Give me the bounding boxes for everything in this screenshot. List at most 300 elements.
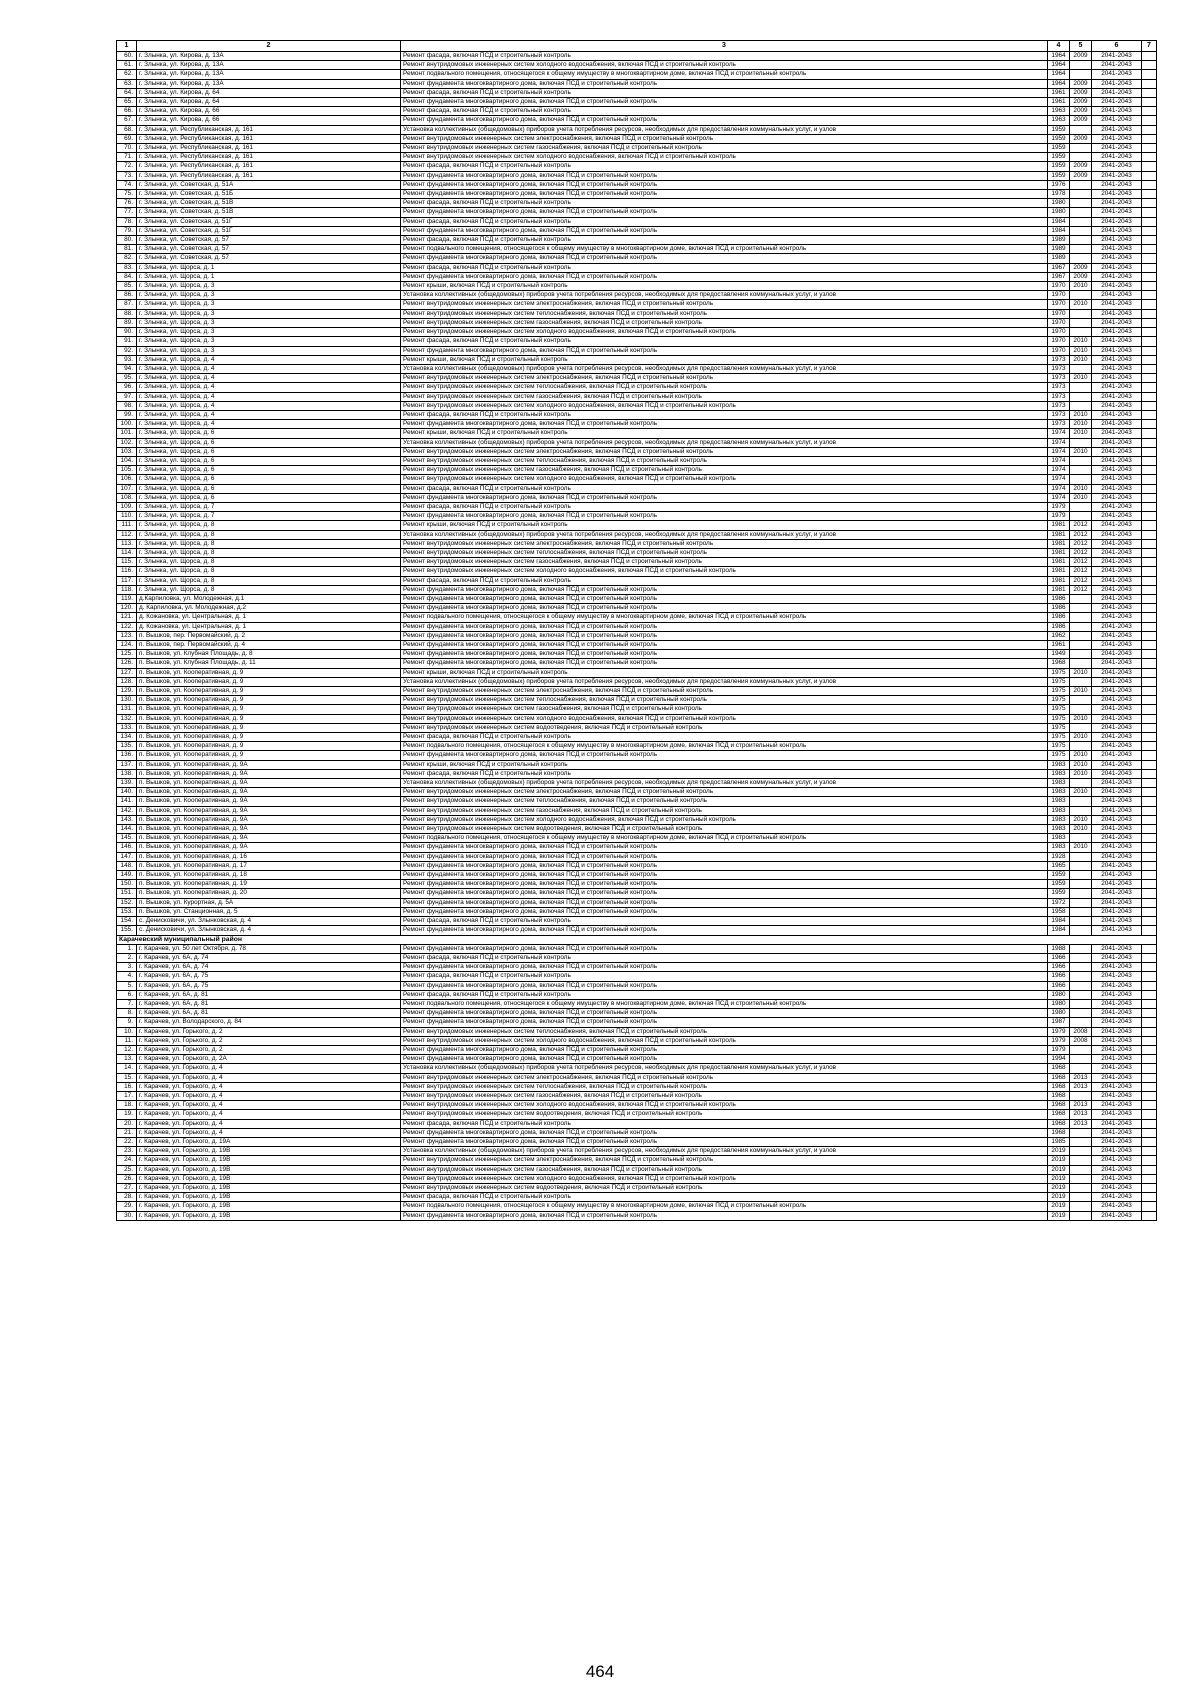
last-repair-year-cell	[1070, 889, 1092, 898]
planned-period-cell: 2041-2043	[1092, 880, 1142, 889]
table-row	[117, 567, 1157, 576]
work-type-cell: Ремонт внутридомовых инженерных систем теплоснабжения, включая ПСД и строительный контроль	[401, 797, 1048, 806]
work-type-cell: Ремонт фундамента многоквартирного дома, включая ПСД и строительный контроль	[401, 346, 1048, 355]
build-year-cell: 1985	[1048, 1137, 1070, 1146]
build-year-cell: 1981	[1048, 539, 1070, 548]
address-cell: г. Злынка, ул. Щорса, д. 4	[137, 364, 401, 373]
last-repair-year-cell	[1070, 125, 1092, 134]
last-repair-year-cell	[1070, 926, 1092, 935]
address-cell: г. Карачев, ул. 6А, д. 81	[137, 999, 401, 1008]
build-year-cell: 1983	[1048, 806, 1070, 815]
extra-cell	[1142, 926, 1157, 935]
planned-period-cell: 2041-2043	[1092, 917, 1142, 926]
row-number-cell: 140.	[117, 788, 137, 797]
last-repair-year-cell: 2010	[1070, 282, 1092, 291]
last-repair-year-cell	[1070, 742, 1092, 751]
table-row	[117, 98, 1157, 107]
planned-period-cell: 2041-2043	[1092, 567, 1142, 576]
build-year-cell: 1970	[1048, 318, 1070, 327]
build-year-cell: 1959	[1048, 889, 1070, 898]
row-number-cell: 16.	[117, 1082, 137, 1091]
build-year-cell: 1965	[1048, 861, 1070, 870]
row-number-cell: 26.	[117, 1174, 137, 1183]
extra-cell	[1142, 1128, 1157, 1137]
build-year-cell: 1983	[1048, 760, 1070, 769]
planned-period-cell: 2041-2043	[1092, 1009, 1142, 1018]
work-type-cell: Ремонт подвального помещения, относящегося к общему имуществу в многоквартирном доме, включая ПСД и строительный контроль	[401, 834, 1048, 843]
work-type-cell: Ремонт внутридомовых инженерных систем холодного водоснабжения, включая ПСД и строительный контроль	[401, 815, 1048, 824]
row-number-cell: 130.	[117, 696, 137, 705]
row-number-cell: 116.	[117, 567, 137, 576]
table-row	[117, 447, 1157, 456]
extra-cell	[1142, 1211, 1157, 1220]
row-number-cell: 90.	[117, 328, 137, 337]
build-year-cell: 1980	[1048, 1009, 1070, 1018]
last-repair-year-cell: 2009	[1070, 162, 1092, 171]
row-number-cell: 63.	[117, 79, 137, 88]
build-year-cell: 1974	[1048, 447, 1070, 456]
table-header	[117, 41, 1157, 52]
build-year-cell: 1975	[1048, 733, 1070, 742]
address-cell: п. Вышков, ул. Кооперативная, д. 9А	[137, 825, 401, 834]
build-year-cell: 1975	[1048, 705, 1070, 714]
work-type-cell: Ремонт внутридомовых инженерных систем теплоснабжения, включая ПСД и строительный контроль	[401, 309, 1048, 318]
work-type-cell: Ремонт внутридомовых инженерных систем газоснабжения, включая ПСД и строительный контроль	[401, 705, 1048, 714]
table-row	[117, 521, 1157, 530]
row-number-cell: 126.	[117, 659, 137, 668]
last-repair-year-cell	[1070, 180, 1092, 189]
planned-period-cell: 2041-2043	[1092, 797, 1142, 806]
row-number-cell: 101.	[117, 429, 137, 438]
address-cell: г. Злынка, ул. Республиканская, д. 161	[137, 171, 401, 180]
extra-cell	[1142, 318, 1157, 327]
work-type-cell: Ремонт фундамента многоквартирного дома, включая ПСД и строительный контроль	[401, 180, 1048, 189]
extra-cell	[1142, 760, 1157, 769]
address-cell: г. Карачев, ул. Горького, д. 4	[137, 1119, 401, 1128]
build-year-cell: 1988	[1048, 944, 1070, 953]
address-cell: г. Злынка, ул. Щорса, д. 7	[137, 512, 401, 521]
row-number-cell: 87.	[117, 300, 137, 309]
row-number-cell: 151.	[117, 889, 137, 898]
work-type-cell: Ремонт фасада, включая ПСД и строительный контроль	[401, 576, 1048, 585]
work-type-cell: Ремонт внутридомовых инженерных систем газоснабжения, включая ПСД и строительный контроль	[401, 1091, 1048, 1100]
address-cell: г. Злынка, ул. Щорса, д. 3	[137, 309, 401, 318]
work-type-cell: Ремонт фундамента многоквартирного дома, включая ПСД и строительный контроль	[401, 861, 1048, 870]
build-year-cell: 1968	[1048, 1064, 1070, 1073]
address-cell: г. Злынка, ул. Щорса, д. 6	[137, 456, 401, 465]
row-number-cell: 69.	[117, 134, 137, 143]
planned-period-cell: 2041-2043	[1092, 871, 1142, 880]
planned-period-cell: 2041-2043	[1092, 631, 1142, 640]
build-year-cell: 1968	[1048, 1091, 1070, 1100]
address-cell: г. Злынка, ул. Советская, д. 51В	[137, 199, 401, 208]
planned-period-cell: 2041-2043	[1092, 401, 1142, 410]
last-repair-year-cell: 2010	[1070, 815, 1092, 824]
table-row	[117, 1064, 1157, 1073]
table-row	[117, 548, 1157, 557]
work-type-cell: Ремонт фундамента многоквартирного дома, включая ПСД и строительный контроль	[401, 1018, 1048, 1027]
build-year-cell: 1959	[1048, 125, 1070, 134]
last-repair-year-cell: 2012	[1070, 585, 1092, 594]
page-number: 464	[585, 1662, 615, 1681]
build-year-cell: 1968	[1048, 1082, 1070, 1091]
work-type-cell: Ремонт фундамента многоквартирного дома, включая ПСД и строительный контроль	[401, 1055, 1048, 1064]
row-number-cell: 86.	[117, 291, 137, 300]
work-type-cell: Ремонт внутридомовых инженерных систем теплоснабжения, включая ПСД и строительный контроль	[401, 456, 1048, 465]
last-repair-year-cell	[1070, 898, 1092, 907]
section-row	[117, 935, 1157, 944]
planned-period-cell: 2041-2043	[1092, 199, 1142, 208]
table-row	[117, 558, 1157, 567]
table-row	[117, 1009, 1157, 1018]
planned-period-cell: 2041-2043	[1092, 576, 1142, 585]
row-number-cell: 96.	[117, 383, 137, 392]
table-row	[117, 1091, 1157, 1100]
address-cell: г. Злынка, ул. Щорса, д. 3	[137, 346, 401, 355]
table-row	[117, 272, 1157, 281]
address-cell: п. Вышков, ул. Клубная Площадь, д. 8	[137, 650, 401, 659]
table-row	[117, 585, 1157, 594]
address-cell: г. Злынка, ул. Республиканская, д. 161	[137, 134, 401, 143]
table-row	[117, 208, 1157, 217]
build-year-cell: 1974	[1048, 438, 1070, 447]
table-row	[117, 263, 1157, 272]
last-repair-year-cell	[1070, 834, 1092, 843]
extra-cell	[1142, 806, 1157, 815]
address-cell: г. Карачев, ул. Горького, д. 19А	[137, 1137, 401, 1146]
address-cell: г. Карачев, ул. Горького, д. 19В	[137, 1156, 401, 1165]
extra-cell	[1142, 1064, 1157, 1073]
row-number-cell: 147.	[117, 852, 137, 861]
build-year-cell: 1973	[1048, 374, 1070, 383]
row-number-cell: 72.	[117, 162, 137, 171]
table-row	[117, 401, 1157, 410]
planned-period-cell: 2041-2043	[1092, 788, 1142, 797]
planned-period-cell: 2041-2043	[1092, 751, 1142, 760]
extra-cell	[1142, 1183, 1157, 1192]
table-row	[117, 291, 1157, 300]
planned-period-cell: 2041-2043	[1092, 1137, 1142, 1146]
row-number-cell: 84.	[117, 272, 137, 281]
last-repair-year-cell	[1070, 456, 1092, 465]
extra-cell	[1142, 1082, 1157, 1091]
row-number-cell: 89.	[117, 318, 137, 327]
address-cell: г. Злынка, ул. Щорса, д. 6	[137, 447, 401, 456]
address-cell: г. Злынка, ул. Советская, д. 57	[137, 254, 401, 263]
planned-period-cell: 2041-2043	[1092, 1183, 1142, 1192]
address-cell: п. Вышков, ул. Кооперативная, д. 9А	[137, 769, 401, 778]
address-cell: г. Злынка, ул. Щорса, д. 6	[137, 493, 401, 502]
last-repair-year-cell	[1070, 861, 1092, 870]
address-cell: г. Злынка, ул. Щорса, д. 4	[137, 410, 401, 419]
table-row	[117, 733, 1157, 742]
work-type-cell: Ремонт внутридомовых инженерных систем холодного водоснабжения, включая ПСД и строительный контроль	[401, 61, 1048, 70]
extra-cell	[1142, 687, 1157, 696]
planned-period-cell: 2041-2043	[1092, 861, 1142, 870]
planned-period-cell: 2041-2043	[1092, 374, 1142, 383]
planned-period-cell: 2041-2043	[1092, 1064, 1142, 1073]
build-year-cell: 1973	[1048, 401, 1070, 410]
row-number-cell: 105.	[117, 466, 137, 475]
row-number-cell: 123.	[117, 631, 137, 640]
work-type-cell: Ремонт внутридомовых инженерных систем холодного водоснабжения, включая ПСД и строительный контроль	[401, 567, 1048, 576]
planned-period-cell: 2041-2043	[1092, 410, 1142, 419]
table-row	[117, 429, 1157, 438]
row-number-cell: 110.	[117, 512, 137, 521]
row-number-cell: 15.	[117, 1073, 137, 1082]
table-row	[117, 650, 1157, 659]
address-cell: п. Вышков, ул. Кооперативная, д. 16	[137, 852, 401, 861]
extra-cell	[1142, 723, 1157, 732]
address-cell: г. Злынка, ул. Кирова, д. 64	[137, 88, 401, 97]
last-repair-year-cell: 2010	[1070, 751, 1092, 760]
row-number-cell: 138.	[117, 769, 137, 778]
last-repair-year-cell: 2010	[1070, 668, 1092, 677]
build-year-cell: 1968	[1048, 1119, 1070, 1128]
table-row	[117, 769, 1157, 778]
planned-period-cell: 2041-2043	[1092, 107, 1142, 116]
row-number-cell: 149.	[117, 871, 137, 880]
work-type-cell: Ремонт фундамента многоквартирного дома, включая ПСД и строительный контроль	[401, 1211, 1048, 1220]
row-number-cell: 68.	[117, 125, 137, 134]
row-number-cell: 98.	[117, 401, 137, 410]
address-cell: г. Злынка, ул. Советская, д. 51Б	[137, 190, 401, 199]
planned-period-cell: 2041-2043	[1092, 659, 1142, 668]
address-cell: г. Карачев, ул. Горького, д. 4	[137, 1101, 401, 1110]
table-row	[117, 953, 1157, 962]
planned-period-cell: 2041-2043	[1092, 190, 1142, 199]
row-number-cell: 67.	[117, 116, 137, 125]
planned-period-cell: 2041-2043	[1092, 585, 1142, 594]
table-row	[117, 861, 1157, 870]
last-repair-year-cell: 2010	[1070, 484, 1092, 493]
planned-period-cell: 2041-2043	[1092, 291, 1142, 300]
address-cell: п. Вышков, ул. Кооперативная, д. 9	[137, 733, 401, 742]
build-year-cell: 1974	[1048, 429, 1070, 438]
table-row	[117, 1055, 1157, 1064]
extra-cell	[1142, 337, 1157, 346]
work-type-cell: Ремонт крыши, включая ПСД и строительный контроль	[401, 429, 1048, 438]
last-repair-year-cell: 2013	[1070, 1110, 1092, 1119]
extra-cell	[1142, 1147, 1157, 1156]
build-year-cell: 1961	[1048, 88, 1070, 97]
table-row	[117, 337, 1157, 346]
address-cell: г. Карачев, ул. Горького, д. 19В	[137, 1165, 401, 1174]
extra-cell	[1142, 815, 1157, 824]
planned-period-cell: 2041-2043	[1092, 153, 1142, 162]
work-type-cell: Ремонт фасада, включая ПСД и строительный контроль	[401, 236, 1048, 245]
last-repair-year-cell	[1070, 659, 1092, 668]
header-col-4: 4	[1048, 41, 1070, 52]
planned-period-cell: 2041-2043	[1092, 723, 1142, 732]
extra-cell	[1142, 52, 1157, 61]
build-year-cell: 1981	[1048, 521, 1070, 530]
work-type-cell: Ремонт фасада, включая ПСД и строительный контроль	[401, 484, 1048, 493]
extra-cell	[1142, 907, 1157, 916]
work-type-cell: Ремонт фундамента многоквартирного дома, включая ПСД и строительный контроль	[401, 208, 1048, 217]
build-year-cell: 1959	[1048, 134, 1070, 143]
row-number-cell: 5.	[117, 981, 137, 990]
table-row	[117, 834, 1157, 843]
planned-period-cell: 2041-2043	[1092, 318, 1142, 327]
address-cell: г. Злынка, ул. Щорса, д. 3	[137, 282, 401, 291]
extra-cell	[1142, 383, 1157, 392]
last-repair-year-cell	[1070, 641, 1092, 650]
planned-period-cell: 2041-2043	[1092, 1073, 1142, 1082]
table-row	[117, 328, 1157, 337]
work-type-cell: Ремонт фундамента многоквартирного дома, включая ПСД и строительный контроль	[401, 190, 1048, 199]
build-year-cell: 1984	[1048, 217, 1070, 226]
planned-period-cell: 2041-2043	[1092, 70, 1142, 79]
row-number-cell: 97.	[117, 392, 137, 401]
build-year-cell: 1928	[1048, 852, 1070, 861]
extra-cell	[1142, 714, 1157, 723]
row-number-cell: 14.	[117, 1064, 137, 1073]
work-type-cell: Ремонт фундамента многоквартирного дома, включая ПСД и строительный контроль	[401, 843, 1048, 852]
row-number-cell: 141.	[117, 797, 137, 806]
last-repair-year-cell: 2009	[1070, 107, 1092, 116]
address-cell: г. Карачев, ул. Горького, д. 19В	[137, 1174, 401, 1183]
work-type-cell: Установка коллективных (общедомовых) приборов учета потребления ресурсов, необходимых для предоставления коммунальных услуг, и узлов	[401, 364, 1048, 373]
planned-period-cell: 2041-2043	[1092, 825, 1142, 834]
address-cell: г. Карачев, ул. 6А, д. 74	[137, 963, 401, 972]
extra-cell	[1142, 843, 1157, 852]
planned-period-cell: 2041-2043	[1092, 714, 1142, 723]
address-cell: п. Вышков, ул. Кооперативная, д. 9А	[137, 760, 401, 769]
last-repair-year-cell: 2010	[1070, 374, 1092, 383]
last-repair-year-cell	[1070, 512, 1092, 521]
table-row	[117, 1082, 1157, 1091]
last-repair-year-cell	[1070, 990, 1092, 999]
work-type-cell: Ремонт фундамента многоквартирного дома, включая ПСД и строительный контроль	[401, 98, 1048, 107]
address-cell: п. Вышков, ул. Станционная, д. 5	[137, 907, 401, 916]
row-number-cell: 81.	[117, 245, 137, 254]
planned-period-cell: 2041-2043	[1092, 963, 1142, 972]
address-cell: г. Карачев, ул. Горького, д. 4	[137, 1110, 401, 1119]
row-number-cell: 13.	[117, 1055, 137, 1064]
planned-period-cell: 2041-2043	[1092, 1082, 1142, 1091]
row-number-cell: 66.	[117, 107, 137, 116]
build-year-cell: 1976	[1048, 180, 1070, 189]
build-year-cell: 1973	[1048, 410, 1070, 419]
last-repair-year-cell	[1070, 705, 1092, 714]
address-cell: г. Карачев, ул. Горького, д. 4	[137, 1091, 401, 1100]
table-row	[117, 1119, 1157, 1128]
address-cell: г. Злынка, ул. Кирова, д. 13А	[137, 61, 401, 70]
planned-period-cell: 2041-2043	[1092, 604, 1142, 613]
build-year-cell: 1959	[1048, 871, 1070, 880]
row-number-cell: 108.	[117, 493, 137, 502]
table-row	[117, 1110, 1157, 1119]
table-row	[117, 70, 1157, 79]
row-number-cell: 122.	[117, 622, 137, 631]
row-number-cell: 61.	[117, 61, 137, 70]
extra-cell	[1142, 410, 1157, 419]
address-cell: г. Карачев, ул. Горького, д. 2	[137, 1036, 401, 1045]
row-number-cell: 24.	[117, 1156, 137, 1165]
build-year-cell: 1980	[1048, 999, 1070, 1008]
extra-cell	[1142, 484, 1157, 493]
last-repair-year-cell: 2010	[1070, 346, 1092, 355]
work-type-cell: Ремонт фасада, включая ПСД и строительный контроль	[401, 337, 1048, 346]
build-year-cell: 1962	[1048, 631, 1070, 640]
work-type-cell: Установка коллективных (общедомовых) приборов учета потребления ресурсов, необходимых для предоставления коммунальных услуг, и узлов	[401, 125, 1048, 134]
build-year-cell: 1984	[1048, 917, 1070, 926]
work-type-cell: Ремонт фасада, включая ПСД и строительный контроль	[401, 107, 1048, 116]
work-type-cell: Ремонт фундамента многоквартирного дома, включая ПСД и строительный контроль	[401, 631, 1048, 640]
planned-period-cell: 2041-2043	[1092, 1101, 1142, 1110]
planned-period-cell: 2041-2043	[1092, 650, 1142, 659]
table-row	[117, 687, 1157, 696]
row-number-cell: 143.	[117, 815, 137, 824]
row-number-cell: 133.	[117, 723, 137, 732]
address-cell: п. Вышков, ул. Кооперативная, д. 9	[137, 751, 401, 760]
last-repair-year-cell	[1070, 779, 1092, 788]
address-cell: п. Вышков, ул. Кооперативная, д. 9	[137, 696, 401, 705]
table-row	[117, 723, 1157, 732]
extra-cell	[1142, 705, 1157, 714]
planned-period-cell: 2041-2043	[1092, 263, 1142, 272]
table-row	[117, 659, 1157, 668]
build-year-cell: 1964	[1048, 61, 1070, 70]
last-repair-year-cell	[1070, 1174, 1092, 1183]
table-row	[117, 61, 1157, 70]
table-row	[117, 668, 1157, 677]
extra-cell	[1142, 889, 1157, 898]
last-repair-year-cell: 2012	[1070, 521, 1092, 530]
work-type-cell: Ремонт фундамента многоквартирного дома, включая ПСД и строительный контроль	[401, 641, 1048, 650]
planned-period-cell: 2041-2043	[1092, 484, 1142, 493]
address-cell: г. Злынка, ул. Щорса, д. 8	[137, 576, 401, 585]
build-year-cell: 1970	[1048, 300, 1070, 309]
last-repair-year-cell: 2010	[1070, 760, 1092, 769]
row-number-cell: 71.	[117, 153, 137, 162]
row-number-cell: 142.	[117, 806, 137, 815]
work-type-cell: Ремонт подвального помещения, относящегося к общему имуществу в многоквартирном доме, включая ПСД и строительный контроль	[401, 1202, 1048, 1211]
extra-cell	[1142, 98, 1157, 107]
last-repair-year-cell: 2010	[1070, 420, 1092, 429]
planned-period-cell: 2041-2043	[1092, 889, 1142, 898]
work-type-cell: Ремонт фундамента многоквартирного дома, включая ПСД и строительный контроль	[401, 659, 1048, 668]
last-repair-year-cell	[1070, 328, 1092, 337]
planned-period-cell: 2041-2043	[1092, 1147, 1142, 1156]
planned-period-cell: 2041-2043	[1092, 990, 1142, 999]
last-repair-year-cell: 2010	[1070, 825, 1092, 834]
address-cell: п. Вышков, ул. Клубная Площадь, д. 11	[137, 659, 401, 668]
table-row	[117, 1174, 1157, 1183]
table-row	[117, 226, 1157, 235]
last-repair-year-cell	[1070, 254, 1092, 263]
table-row	[117, 797, 1157, 806]
work-type-cell: Ремонт подвального помещения, относящегося к общему имуществу в многоквартирном доме, включая ПСД и строительный контроль	[401, 70, 1048, 79]
table-row	[117, 1128, 1157, 1137]
work-type-cell: Ремонт внутридомовых инженерных систем теплоснабжения, включая ПСД и строительный контроль	[401, 1082, 1048, 1091]
work-type-cell: Ремонт фундамента многоквартирного дома, включая ПСД и строительный контроль	[401, 585, 1048, 594]
address-cell: г. Карачев, ул. Горького, д. 4	[137, 1064, 401, 1073]
last-repair-year-cell: 2012	[1070, 576, 1092, 585]
last-repair-year-cell: 2010	[1070, 714, 1092, 723]
table-row	[117, 539, 1157, 548]
table-row	[117, 917, 1157, 926]
extra-cell	[1142, 852, 1157, 861]
extra-cell	[1142, 548, 1157, 557]
row-number-cell: 91.	[117, 337, 137, 346]
work-type-cell: Ремонт внутридомовых инженерных систем холодного водоснабжения, включая ПСД и строительный контроль	[401, 401, 1048, 410]
address-cell: г. Злынка, ул. Щорса, д. 8	[137, 539, 401, 548]
table-row	[117, 1211, 1157, 1220]
last-repair-year-cell: 2012	[1070, 567, 1092, 576]
build-year-cell: 1979	[1048, 502, 1070, 511]
